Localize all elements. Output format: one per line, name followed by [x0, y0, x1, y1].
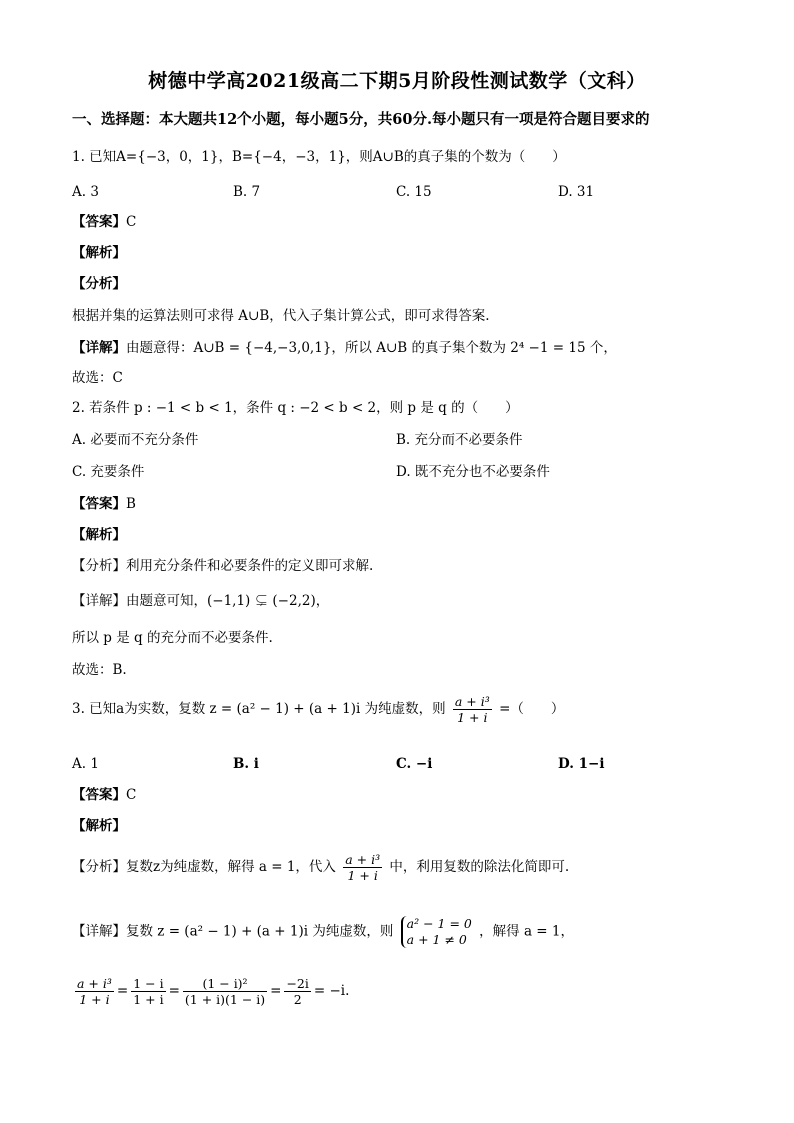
q3-fenxi-prefix: 【分析】复数z为纯虚数，解得 a = 1，代入: [72, 859, 336, 875]
calc-fraction-4: [284, 976, 310, 1007]
q3-stem-prefix: 3. 已知a为实数，复数 z = (a² − 1) + (a + 1)i 为纯虚数，则: [72, 701, 446, 717]
q1-option-b: B. 7: [233, 184, 261, 200]
q3-calculation: $\frac{\text{a + i³}}{1 + i}$ = $\frac{1 - i}{1 + i}$ = $\frac{\text{(1 − i)²}}{(1 + i)(1 - i)}$ = $\frac{-2i}{2}$ = −i.: [77, 976, 350, 1007]
q2-answer-row: [72, 494, 136, 514]
fraction-denominator: 1 + i: [347, 868, 378, 883]
q1-option-c: C. 15: [396, 184, 432, 200]
fraction-denominator: 1 + i: [457, 710, 488, 725]
q1-analysis-label: 【解析】: [72, 245, 126, 261]
q1-answer: C: [126, 214, 137, 230]
q3-answer-row: [72, 785, 136, 805]
equation-system: [401, 916, 472, 948]
q2-fenxi: 【分析】利用充分条件和必要条件的定义即可求解.: [72, 558, 374, 574]
fraction-denominator: 2: [293, 992, 302, 1007]
q1-answer-row: [72, 212, 136, 232]
fraction-numerator: a + i³: [77, 976, 112, 991]
q3-stem: [72, 694, 564, 725]
q3-option-d: D. 1−i: [558, 756, 605, 772]
q3-analysis-label: 【解析】: [72, 818, 126, 834]
q3-option-b: B. i: [233, 756, 259, 772]
q3-fenxi: [72, 852, 569, 883]
answer-label: 【答案】: [72, 214, 126, 230]
q1-stem: 1. 已知A={−3，0，1}，B={−4，−3，1}，则A∪B的真子集的个数为（ ）: [72, 149, 566, 165]
q2-option-d: D. 既不充分也不必要条件: [396, 464, 550, 480]
page-title: 树德中学高2021级高二下期5月阶段性测试数学（文科）: [148, 70, 646, 92]
fraction-denominator: (1 + i)(1 − i): [184, 992, 266, 1007]
q1-detail-row: [72, 338, 617, 358]
calc-fraction-3: [183, 976, 267, 1007]
q3-fenxi-fraction: [343, 852, 382, 883]
q3-option-c: C. −i: [396, 756, 433, 772]
fraction-numerator: a + i³: [345, 852, 381, 867]
system-line-2: a + 1 ≠ 0: [406, 932, 467, 947]
calc-result: = −i.: [313, 983, 350, 999]
q1-detail-text: 由题意得：A∪B = {−4,−3,0,1}，所以 A∪B 的真子集个数为 2⁴ −1 = 15 个，: [126, 340, 617, 356]
q3-fenxi-suffix: 中，利用复数的除法化简即可.: [389, 859, 570, 875]
q3-stem-fraction: [453, 694, 492, 725]
fraction-denominator: 1 + i: [133, 992, 164, 1007]
q2-conclusion: 故选：B.: [72, 662, 127, 678]
q2-stem: 2. 若条件 p : −1 < b < 1，条件 q : −2 < b < 2，则 p 是 q 的（ ）: [72, 400, 519, 416]
q3-option-a: A. 1: [72, 756, 99, 772]
q2-answer: B: [126, 496, 136, 512]
q2-detail-2: 所以 p 是 q 的充分而不必要条件.: [72, 630, 273, 646]
fraction-numerator: a + i³: [454, 694, 490, 709]
system-line-1: a² − 1 = 0: [406, 916, 472, 931]
calc-fraction-1: [75, 976, 114, 1007]
q2-option-a: A. 必要而不充分条件: [72, 432, 199, 448]
q2-detail: 【详解】由题意可知，(−1,1) ⊊ (−2,2)，: [72, 593, 330, 609]
q2-option-b: B. 充分而不必要条件: [396, 432, 523, 448]
fraction-numerator: (1 − i)²: [183, 976, 267, 992]
fraction-denominator: 1 + i: [79, 992, 110, 1007]
calc-fraction-2: [131, 976, 165, 1007]
section-heading: 一、选择题：本大题共12个小题，每小题5分，共60分.每小题只有一项是符合题目要求的: [72, 111, 650, 128]
q2-option-c: C. 充要条件: [72, 464, 145, 480]
detail-label: 【详解】: [72, 340, 126, 356]
q1-conclusion: 故选：C: [72, 370, 123, 386]
q3-detail: [72, 916, 574, 948]
q3-stem-suffix: =（ ）: [499, 701, 565, 717]
q2-analysis-label: 【解析】: [72, 527, 126, 543]
q3-answer: C: [126, 787, 137, 803]
q1-option-d: D. 31: [558, 184, 595, 200]
answer-label: 【答案】: [72, 496, 126, 512]
q1-option-a: A. 3: [72, 184, 99, 200]
fraction-numerator: 1 − i: [133, 976, 164, 991]
answer-label: 【答案】: [72, 787, 126, 803]
q1-fenxi-text: 根据并集的运算法则可求得 A∪B，代入子集计算公式，即可求得答案.: [72, 308, 490, 324]
q1-fenxi-label: 【分析】: [72, 276, 126, 292]
q3-detail-suffix: ，解得 a = 1，: [479, 923, 574, 940]
fraction-numerator: −2i: [286, 976, 309, 991]
q3-detail-prefix: 【详解】复数 z = (a² − 1) + (a + 1)i 为纯虚数，则: [72, 923, 394, 940]
